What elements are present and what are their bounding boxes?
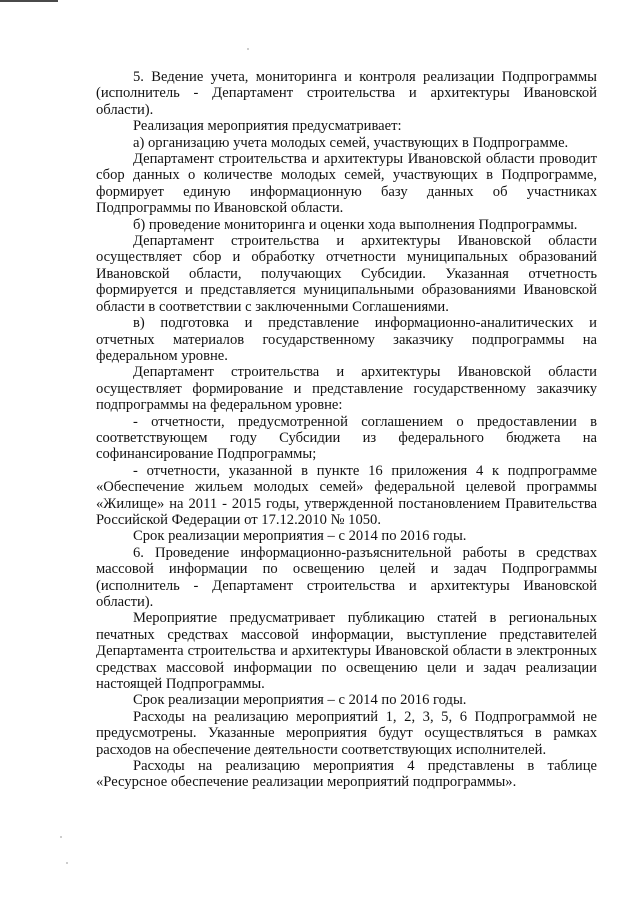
- document-body: [96, 69, 597, 791]
- paragraph-federal-submission: Департамент строительства и архитектуры Ивановской области осуществляет формирование и представление государственному заказчику подпрограммы на федеральном уровне:: [96, 364, 597, 414]
- paragraph-item-v: в) подготовка и представление информационно-аналитических и отчетных материалов государственному заказчику подпрограммы на федеральном уровне.: [96, 315, 597, 364]
- paragraph-item-b: б) проведение мониторинга и оценки хода выполнения Подпрограммы.: [133, 216, 578, 233]
- scan-speck: [66, 862, 68, 864]
- scan-speck: [60, 836, 62, 838]
- paragraph-term-1: Срок реализации мероприятия – с 2014 по 2016 годы.: [133, 528, 467, 545]
- paragraph-reporting-agreement: - отчетности, предусмотренной соглашением о предоставлении в соответствующем году Субсидии из федерального бюджета на софинансирование Подпрограммы;: [96, 413, 597, 463]
- paragraph-item-a: а) организацию учета молодых семей, участвующих в Подпрограмме.: [133, 134, 569, 151]
- paragraph-term-2: Срок реализации мероприятия – с 2014 по 2016 годы.: [133, 692, 467, 709]
- paragraph-publications: Мероприятие предусматривает публикацию статей в региональных печатных средствах массовой информации, выступление представителей Департамента строительства и архитектуры Ивановской области в электронных средствах массовой информации по освещению цели и задач реализации настоящей Подпрограммы.: [96, 610, 597, 693]
- paragraph-item5-heading: 5. Ведение учета, мониторинга и контроля реализации Подпрограммы (исполнитель - Департамент строительства и архитектуры Ивановской области).: [96, 69, 597, 118]
- paragraph-reporting-item16: - отчетности, указанной в пункте 16 приложения 4 к подпрограмме «Обеспечение жильем молодых семей» федеральной целевой программы «Жилище» на 2011 - 2015 годы, утвержденной постановлением Правительства Российской Федерации от 17.12.2010 № 1050.: [96, 462, 597, 528]
- paragraph-data-collection: Департамент строительства и архитектуры Ивановской области проводит сбор данных о количестве молодых семей, участвующих в Подпрограмме, формирует единую информационную базу данных об участниках Подпрограммы по Ивановской области.: [96, 151, 597, 217]
- scan-speck: [247, 48, 249, 50]
- top-edge-rule: [0, 0, 58, 2]
- paragraph-item6-heading: 6. Проведение информационно-разъяснительной работы в средствах массовой информации по освещению целей и задач Подпрограммы (исполнитель - Департамент строительства и архитектуры Ивановской области).: [96, 544, 597, 610]
- paragraph-measure-provides: Реализация мероприятия предусматривает:: [133, 118, 402, 135]
- paragraph-reporting: Департамент строительства и архитектуры Ивановской области осуществляет сбор и обработку отчетности муниципальных образований Ивановской области, получающих Субсидии. Указанная отчетность формируется и представляется муниципальными образованиями Ивановской области в соответствии с заключенными Соглашениями.: [96, 233, 597, 315]
- paragraph-expenses-table: Расходы на реализацию мероприятия 4 представлены в таблице «Ресурсное обеспечение реализации мероприятий подпрограммы».: [96, 758, 597, 791]
- paragraph-expenses-not-provided: Расходы на реализацию мероприятий 1, 2, 3, 5, 6 Подпрограммой не предусмотрены. Указанные мероприятия будут осуществляться в рамках расходов на обеспечение деятельности соответствующих исполнителей.: [96, 708, 597, 758]
